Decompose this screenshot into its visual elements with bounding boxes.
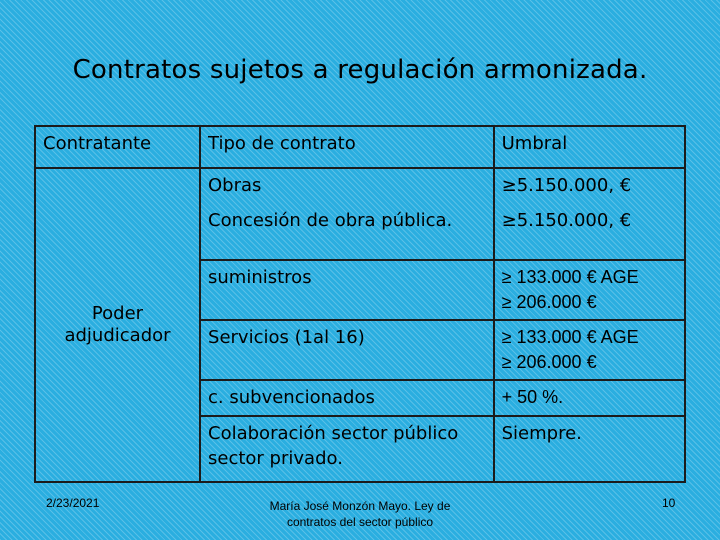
- tipo-cell: Obras: [200, 168, 494, 204]
- footer-page-number: 10: [662, 496, 676, 510]
- umbral-cell: [494, 204, 685, 260]
- tipo-cell: Concesión de obra pública.: [200, 204, 494, 260]
- footer-date: 2/23/2021: [46, 496, 100, 510]
- contracts-table: [34, 125, 686, 483]
- tipo-cell: c. subvencionados: [200, 380, 494, 416]
- table-header-row: [35, 126, 685, 168]
- umbral-cell: [494, 380, 685, 416]
- umbral-cell: [494, 320, 685, 380]
- tipo-cell: Colaboración sector público sector privado.: [200, 416, 494, 482]
- umbral-line: + 50 %.: [501, 387, 564, 407]
- umbral-line: ≥ 133.000 € AGE: [501, 267, 639, 287]
- umbral-line: ≥5.150.000, €: [501, 210, 632, 231]
- umbral-line: ≥5.150.000, €: [501, 175, 632, 196]
- header-contratante: Contratante: [35, 126, 200, 168]
- umbral-cell: [494, 168, 685, 204]
- umbral-cell: [494, 260, 685, 320]
- umbral-line: ≥ 206.000 €: [501, 292, 597, 312]
- footer-author: María José Monzón Mayo. Ley de contratos del sector público: [269, 499, 451, 529]
- entity-cell: [35, 168, 200, 482]
- umbral-cell: [494, 416, 685, 482]
- umbral-line: Siempre.: [501, 423, 582, 444]
- table-row: [35, 168, 685, 204]
- entity-label: Poder adjudicador: [64, 303, 171, 346]
- slide-title: Contratos sujetos a regulación armonizada.: [72, 55, 648, 85]
- umbral-line: ≥ 133.000 € AGE: [501, 327, 639, 347]
- tipo-cell: Servicios (1al 16): [200, 320, 494, 380]
- header-umbral: Umbral: [494, 126, 685, 168]
- umbral-line: ≥ 206.000 €: [501, 352, 597, 372]
- tipo-cell: suministros: [200, 260, 494, 320]
- header-tipo-contrato: Tipo de contrato: [200, 126, 494, 168]
